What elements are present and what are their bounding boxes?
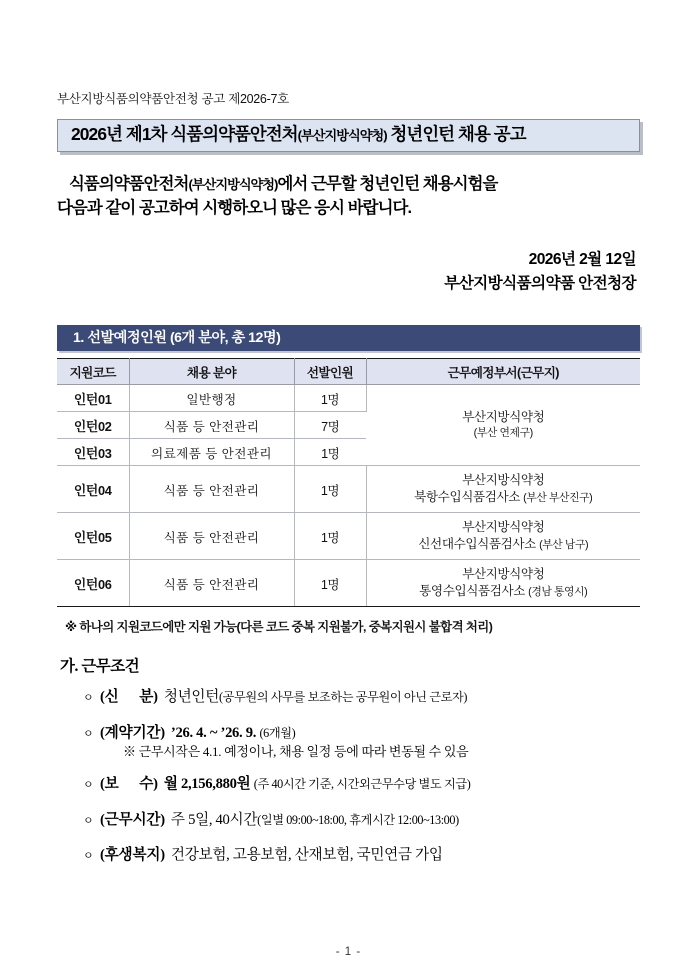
cell-count: 1명 <box>294 466 366 513</box>
intro-line-1-paren: (부산지방식약청) <box>188 176 278 192</box>
item-label: (계약기간) <box>100 724 165 741</box>
list-item <box>57 813 640 828</box>
intro-paragraph <box>57 172 640 222</box>
item-text <box>171 848 443 863</box>
cell-placement <box>366 513 640 560</box>
placement-branch <box>369 536 639 553</box>
cell-count: 1명 <box>294 385 366 412</box>
subsection-heading-work-conditions: 가. 근무조건 <box>60 657 140 675</box>
cell-code: 인턴01 <box>57 385 129 412</box>
signature-block <box>57 248 640 295</box>
cell-field: 식품 등 안전관리 <box>129 412 294 439</box>
announcement-title <box>71 126 526 143</box>
placement-office: 부산지방식약청 <box>462 566 545 581</box>
table-header-row <box>57 359 640 385</box>
document-reference-number: 부산지방식품의약품안전청 공고 제2026-7호 <box>57 92 289 106</box>
announcement-title-part-a: 2026년 제1차 식품의약품안전처 <box>71 124 298 145</box>
placement-branch-name: 북항수입식품검사소 <box>414 490 521 505</box>
item-label: (근무시간) <box>100 811 165 828</box>
issuing-authority: 부산지방식품의약품 안전청장 <box>444 274 636 292</box>
placement-branch-name: 통영수입식품검사소 <box>419 584 526 599</box>
item-text <box>171 813 459 828</box>
table-row <box>57 385 640 412</box>
bullet-icon: ㅇ <box>83 727 94 740</box>
cell-field: 의료제품 등 안전관리 <box>129 439 294 466</box>
intro-line-2: 다음과 같이 공고하여 시행하오니 많은 응시 바랍니다. <box>57 199 412 218</box>
cell-code: 인턴06 <box>57 560 129 607</box>
item-text <box>164 777 471 792</box>
placement-branch <box>369 583 639 600</box>
list-item <box>57 726 640 741</box>
bullet-icon: ㅇ <box>83 814 94 827</box>
placement-location: (부산 남구) <box>539 539 589 552</box>
announcement-title-part-b: 청년인턴 채용 공고 <box>390 124 526 145</box>
item-label: (후생복지) <box>100 847 165 864</box>
work-conditions-list <box>57 690 640 863</box>
recruitment-quota-table <box>57 358 640 607</box>
column-header-code: 지원코드 <box>57 359 129 385</box>
cell-code: 인턴04 <box>57 466 129 513</box>
cell-code: 인턴03 <box>57 439 129 466</box>
table-row <box>57 466 640 513</box>
cell-code: 인턴05 <box>57 513 129 560</box>
item-text-main: 건강보험, 고용보험, 산재보험, 국민연금 가입 <box>170 847 443 864</box>
cell-count: 1명 <box>294 560 366 607</box>
list-item <box>57 777 640 792</box>
item-text-main: ’26. 4. ~ ’26. 9. <box>170 724 257 741</box>
intro-line-1 <box>57 172 640 197</box>
item-text-detail: (일별 09:00~18:00, 휴게시간 12:00~13:00) <box>257 812 459 827</box>
item-text-main: 월 2,156,880원 <box>163 776 251 793</box>
item-text-detail: (6개월) <box>259 725 296 740</box>
intro-line-1-a: 식품의약품안전처 <box>69 174 189 193</box>
list-item <box>57 690 640 705</box>
cell-code: 인턴02 <box>57 412 129 439</box>
cell-field: 일반행정 <box>129 385 294 412</box>
announcement-date: 2026년 2월 12일 <box>528 251 636 269</box>
item-text <box>164 690 467 705</box>
placement-branch <box>369 489 639 506</box>
placement-location: (부산 부산진구) <box>523 492 593 505</box>
cell-count: 1명 <box>294 513 366 560</box>
announcement-title-paren: (부산지방식약청) <box>297 128 387 144</box>
item-text-detail: (주 40시간 기준, 시간외근무수당 별도 지급) <box>253 777 471 792</box>
item-label: (신 분) <box>100 688 158 705</box>
placement-office: 부산지방식약청 <box>462 519 545 534</box>
table-row <box>57 560 640 607</box>
cell-placement <box>366 385 640 466</box>
list-item <box>57 848 640 863</box>
item-label: (보 수) <box>100 776 158 793</box>
placement-branch-name: 신선대수입식품검사소 <box>418 537 536 552</box>
cell-placement <box>366 466 640 513</box>
bullet-icon: ㅇ <box>83 691 94 704</box>
cell-field: 식품 등 안전관리 <box>129 513 294 560</box>
cell-count: 7명 <box>294 412 366 439</box>
section-1-header-bar <box>57 325 640 351</box>
placement-office: 부산지방식약청 <box>462 409 545 424</box>
section-1-heading: 1. 선발예정인원 (6개 분야, 총 12명) <box>73 330 281 347</box>
cell-field: 식품 등 안전관리 <box>129 466 294 513</box>
placement-office: 부산지방식약청 <box>462 472 545 487</box>
page-number: - 1 - <box>335 946 362 958</box>
item-text-main: 주 5일, 40시간 <box>170 811 258 828</box>
announcement-title-banner <box>57 119 640 152</box>
cell-placement <box>366 560 640 607</box>
page-footer <box>0 946 697 958</box>
column-header-field: 채용 분야 <box>129 359 294 385</box>
item-text <box>171 726 295 741</box>
column-header-placement: 근무예정부서(근무지) <box>366 359 640 385</box>
placement-location: (경남 통영시) <box>528 586 588 599</box>
item-text-main: 청년인턴 <box>163 688 220 705</box>
table-footnote: ※ 하나의 지원코드에만 지원 가능(다른 코드 중복 지원불가, 중복지원시 불합격 처리) <box>65 620 493 635</box>
cell-count: 1명 <box>294 439 366 466</box>
placement-location: (부산 연제구) <box>473 427 533 440</box>
cell-field: 식품 등 안전관리 <box>129 560 294 607</box>
table-row <box>57 513 640 560</box>
item-text-detail: (공무원의 사무를 보조하는 공무원이 아닌 근로자) <box>219 689 468 704</box>
bullet-icon: ㅇ <box>83 850 94 863</box>
bullet-icon: ㅇ <box>83 779 94 792</box>
item-subnote: ※ 근무시작은 4.1. 예정이나, 채용 일정 등에 따라 변동될 수 있음 <box>123 744 469 760</box>
intro-line-1-b: 에서 근무할 청년인턴 채용시험을 <box>277 174 498 193</box>
column-header-count: 선발인원 <box>294 359 366 385</box>
